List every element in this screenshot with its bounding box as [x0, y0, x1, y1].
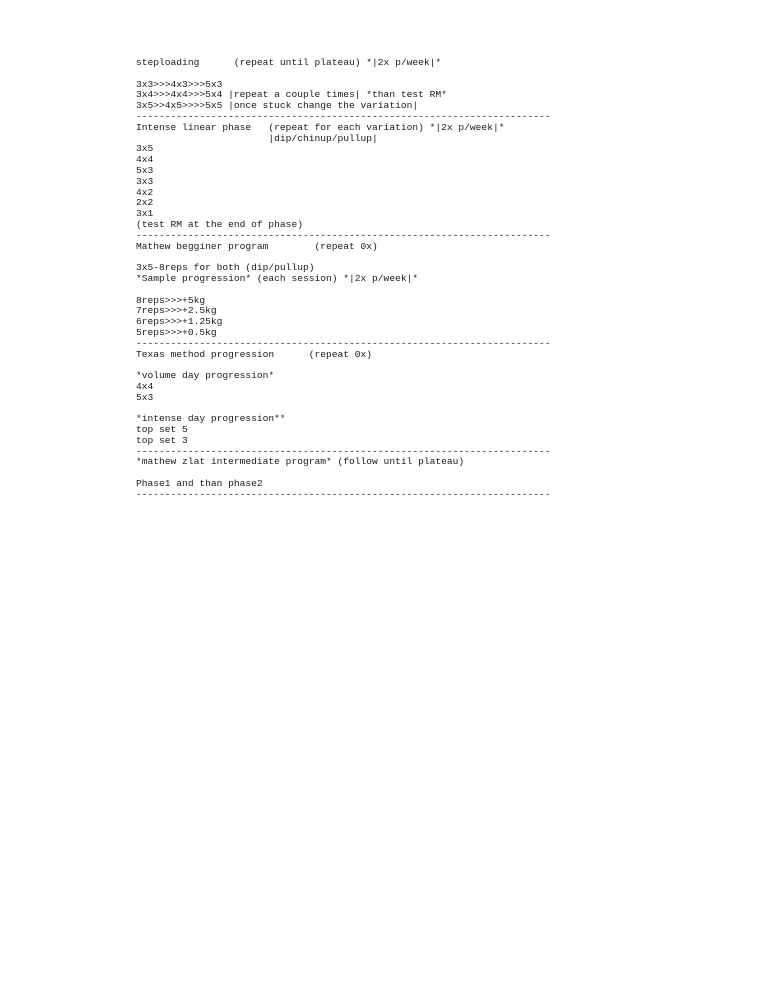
text-line: 4x4	[136, 380, 154, 392]
text-line: 2x2	[136, 197, 154, 209]
text-line: 8reps>>>+5kg	[136, 294, 206, 306]
text-line: 3x1	[136, 208, 154, 220]
text-line: 3x5>>4x5>>>>5x5 |once stuck change the variation|	[136, 100, 419, 112]
text-line: 5x3	[136, 164, 154, 176]
text-line: 5x3	[136, 391, 154, 403]
text-line: 6reps>>>+1.25kg	[136, 316, 223, 328]
text-line: *intense day progression**	[136, 413, 286, 425]
text-line: Intense linear phase (repeat for each variation) *|2x p/week|*	[136, 121, 505, 133]
blank-line	[136, 285, 736, 296]
text-line: 3x5-8reps for both (dip/pullup)	[136, 262, 315, 274]
text-line: 3x5	[136, 143, 154, 155]
text-line: (test RM at the end of phase)	[136, 218, 303, 230]
text-line: 4x4	[136, 154, 154, 166]
separator-line: ------------------------------------------------------------------------	[136, 110, 551, 122]
text-line: 4x2	[136, 186, 154, 198]
separator-line: ------------------------------------------------------------------------	[136, 445, 551, 457]
separator-line: ------------------------------------------------------------------------	[136, 337, 551, 349]
text-line: 3x4>>>4x4>>>5x4 |repeat a couple times| *than test RM*	[136, 89, 447, 101]
separator-line: ------------------------------------------------------------------------	[136, 229, 551, 241]
text-line: top set 5	[136, 424, 188, 436]
separator-line: ------------------------------------------------------------------------	[136, 488, 551, 500]
text-line: *volume day progression*	[136, 370, 275, 382]
text-line: 3x3	[136, 175, 154, 187]
text-line: |dip/chinup/pullup|	[136, 132, 378, 144]
document-body	[136, 58, 736, 501]
text-line: Mathew begginer program (repeat 0x)	[136, 240, 378, 252]
blank-line	[136, 69, 736, 80]
text-line: steploading (repeat until plateau) *|2x p/week|*	[136, 57, 442, 68]
text-line: top set 3	[136, 434, 188, 446]
text-line: Phase1 and than phase2	[136, 478, 263, 490]
text-line: 7reps>>>+2.5kg	[136, 305, 217, 317]
text-line: 3x3>>>4x3>>>5x3	[136, 78, 223, 90]
text-line: 5reps>>>+0.5kg	[136, 326, 217, 338]
text-line: *Sample progression* (each session) *|2x p/week|*	[136, 272, 419, 284]
text-line: *mathew zlat intermediate program* (follow until plateau)	[136, 456, 465, 468]
text-line: Texas method progression (repeat 0x)	[136, 348, 373, 360]
